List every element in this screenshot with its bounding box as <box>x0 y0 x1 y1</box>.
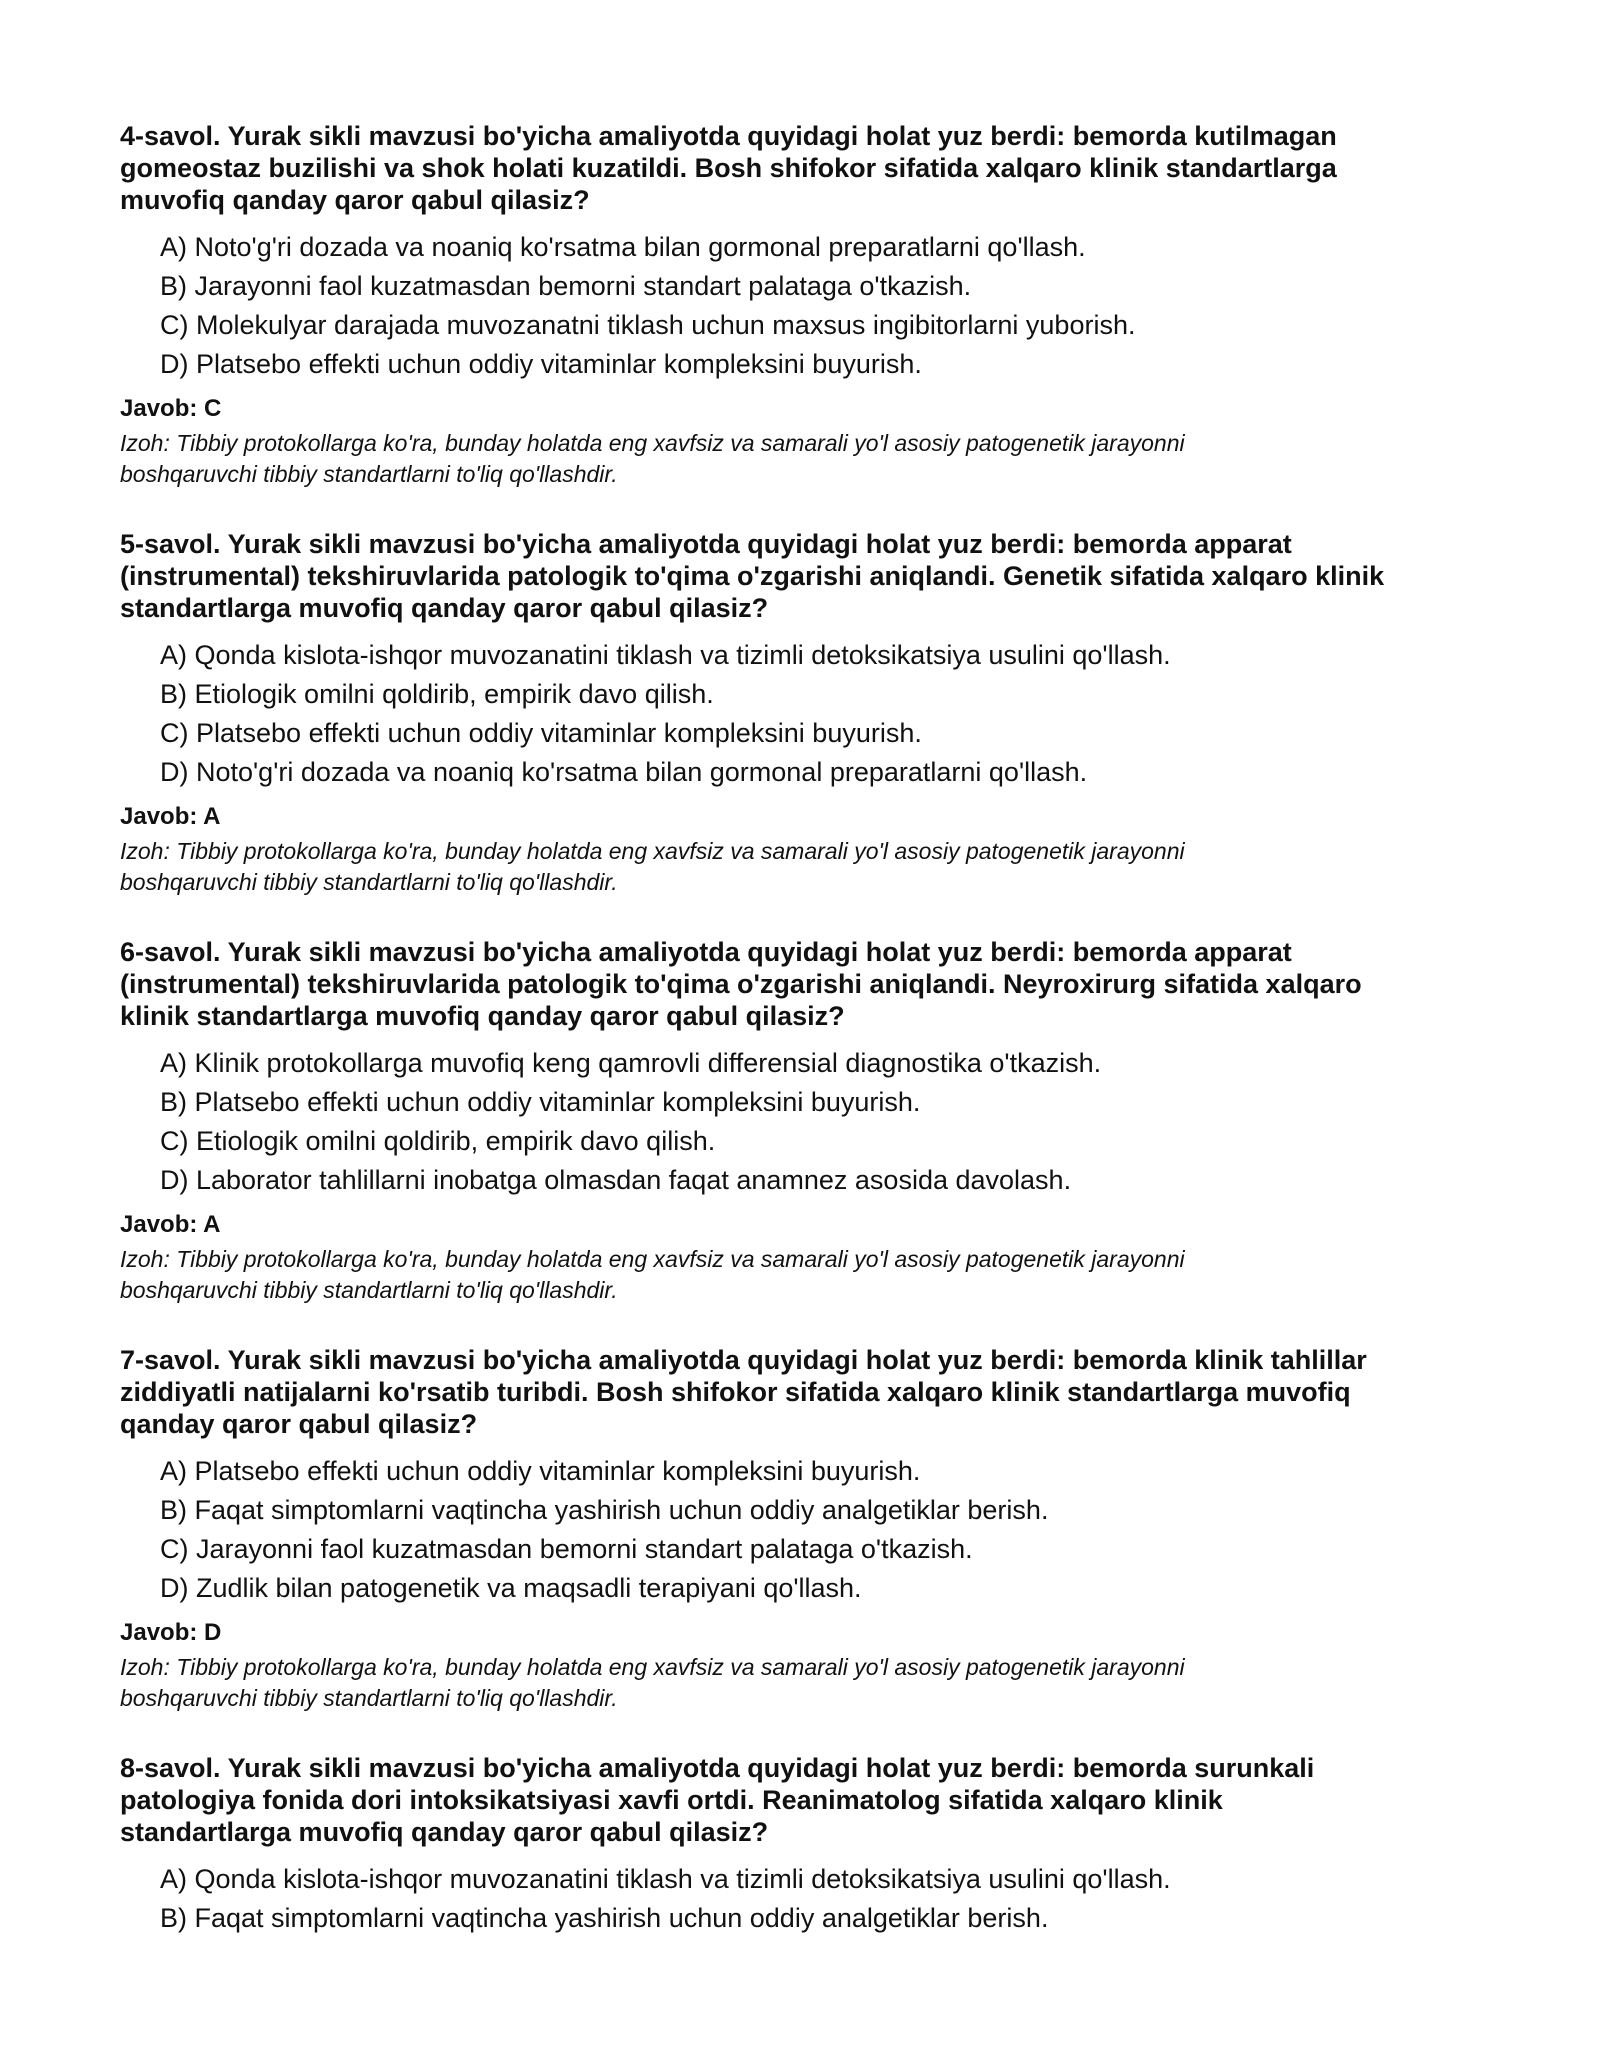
note-line: boshqaruvchi tibbiy standartlarni to'liq qo'llashdir. <box>120 461 618 487</box>
options-list <box>120 636 1480 792</box>
option-b: B) Etiologik omilni qoldirib, empirik davo qilish. <box>160 679 714 709</box>
question-line: qanday qaror qabul qilasiz? <box>120 1409 478 1439</box>
option-d: D) Platsebo effekti uchun oddiy vitaminlar kompleksini buyurish. <box>160 349 922 379</box>
option-a: A) Noto'g'ri dozada va noaniq ko'rsatma bilan gormonal preparatlarni qo'llash. <box>160 232 1086 262</box>
answer-label: Javob: D <box>120 1619 222 1646</box>
explanation-note <box>120 1652 1480 1714</box>
option-d: D) Laborator tahlillarni inobatga olmasdan faqat anamnez asosida davolash. <box>160 1165 1072 1195</box>
question-line: (instrumental) tekshiruvlarida patologik to'qima o'zgarishi aniqlandi. Genetik sifatida xalqaro klinik <box>120 561 1385 591</box>
note-line: Izoh: Tibbiy protokollarga ko'ra, bunday holatda eng xavfsiz va samarali yo'l asosiy patogenetik jarayonni <box>120 838 1185 864</box>
note-line: Izoh: Tibbiy protokollarga ko'ra, bunday holatda eng xavfsiz va samarali yo'l asosiy patogenetik jarayonni <box>120 1654 1185 1680</box>
question-line: 5-savol. Yurak sikli mavzusi bo'yicha amaliyotda quyidagi holat yuz berdi: bemorda apparat <box>120 529 1292 559</box>
question-8 <box>120 1752 1480 1938</box>
option-a: A) Qonda kislota-ishqor muvozanatini tiklash va tizimli detoksikatsiya usulini qo'llash. <box>160 640 1171 670</box>
explanation-note <box>120 428 1480 490</box>
question-line: standartlarga muvofiq qanday qaror qabul qilasiz? <box>120 593 769 623</box>
question-line: gomeostaz buzilishi va shok holati kuzatildi. Bosh shifokor sifatida xalqaro klinik standartlarga <box>120 153 1337 183</box>
option-a: A) Klinik protokollarga muvofiq keng qamrovli differensial diagnostika o'tkazish. <box>160 1048 1102 1078</box>
option-a: A) Qonda kislota-ishqor muvozanatini tiklash va tizimli detoksikatsiya usulini qo'llash. <box>160 1864 1171 1894</box>
option-c: C) Jarayonni faol kuzatmasdan bemorni standart palataga o'tkazish. <box>160 1534 973 1564</box>
option-d: D) Noto'g'ri dozada va noaniq ko'rsatma bilan gormonal preparatlarni qo'llash. <box>160 757 1088 787</box>
question-5 <box>120 528 1480 898</box>
options-list <box>120 1452 1480 1608</box>
question-line: 4-savol. Yurak sikli mavzusi bo'yicha amaliyotda quyidagi holat yuz berdi: bemorda kutilmagan <box>120 121 1337 151</box>
question-4 <box>120 120 1480 490</box>
option-a: A) Platsebo effekti uchun oddiy vitaminlar kompleksini buyurish. <box>160 1456 921 1486</box>
question-line: patologiya fonida dori intoksikatsiyasi xavfi ortdi. Reanimatolog sifatida xalqaro klinik <box>120 1785 1223 1815</box>
option-b: B) Faqat simptomlarni vaqtincha yashirish uchun oddiy analgetiklar berish. <box>160 1903 1049 1933</box>
options-list <box>120 1044 1480 1200</box>
option-b: B) Jarayonni faol kuzatmasdan bemorni standart palataga o'tkazish. <box>160 271 972 301</box>
answer-label: Javob: A <box>120 1211 221 1238</box>
note-line: Izoh: Tibbiy protokollarga ko'ra, bunday holatda eng xavfsiz va samarali yo'l asosiy patogenetik jarayonni <box>120 1246 1185 1272</box>
option-b: B) Platsebo effekti uchun oddiy vitaminlar kompleksini buyurish. <box>160 1087 921 1117</box>
option-c: C) Etiologik omilni qoldirib, empirik davo qilish. <box>160 1126 716 1156</box>
answer-label: Javob: A <box>120 803 221 830</box>
question-text <box>120 936 1480 1032</box>
question-7 <box>120 1344 1480 1714</box>
question-line: ziddiyatli natijalarni ko'rsatib turibdi. Bosh shifokor sifatida xalqaro klinik standartlarga muvofiq <box>120 1377 1351 1407</box>
question-text <box>120 120 1480 216</box>
question-text <box>120 1344 1480 1440</box>
question-text <box>120 1752 1480 1848</box>
question-6 <box>120 936 1480 1306</box>
question-line: (instrumental) tekshiruvlarida patologik to'qima o'zgarishi aniqlandi. Neyroxirurg sifatida xalqaro <box>120 969 1362 999</box>
options-list <box>120 228 1480 384</box>
question-line: 6-savol. Yurak sikli mavzusi bo'yicha amaliyotda quyidagi holat yuz berdi: bemorda apparat <box>120 937 1292 967</box>
explanation-note <box>120 1244 1480 1306</box>
explanation-note <box>120 836 1480 898</box>
answer-label: Javob: C <box>120 395 222 422</box>
note-line: boshqaruvchi tibbiy standartlarni to'liq qo'llashdir. <box>120 1685 618 1711</box>
option-d: D) Zudlik bilan patogenetik va maqsadli terapiyani qo'llash. <box>160 1573 862 1603</box>
question-line: muvofiq qanday qaror qabul qilasiz? <box>120 185 590 215</box>
note-line: boshqaruvchi tibbiy standartlarni to'liq qo'llashdir. <box>120 869 618 895</box>
question-line: 8-savol. Yurak sikli mavzusi bo'yicha amaliyotda quyidagi holat yuz berdi: bemorda surunkali <box>120 1753 1315 1783</box>
option-c: C) Molekulyar darajada muvozanatni tiklash uchun maxsus ingibitorlarni yuborish. <box>160 310 1136 340</box>
note-line: Izoh: Tibbiy protokollarga ko'ra, bunday holatda eng xavfsiz va samarali yo'l asosiy patogenetik jarayonni <box>120 430 1185 456</box>
question-line: klinik standartlarga muvofiq qanday qaror qabul qilasiz? <box>120 1001 845 1031</box>
note-line: boshqaruvchi tibbiy standartlarni to'liq qo'llashdir. <box>120 1277 618 1303</box>
question-line: standartlarga muvofiq qanday qaror qabul qilasiz? <box>120 1817 769 1847</box>
question-line: 7-savol. Yurak sikli mavzusi bo'yicha amaliyotda quyidagi holat yuz berdi: bemorda klinik tahlillar <box>120 1345 1367 1375</box>
option-b: B) Faqat simptomlarni vaqtincha yashirish uchun oddiy analgetiklar berish. <box>160 1495 1049 1525</box>
option-c: C) Platsebo effekti uchun oddiy vitaminlar kompleksini buyurish. <box>160 718 922 748</box>
options-list <box>120 1860 1480 1938</box>
question-text <box>120 528 1480 624</box>
